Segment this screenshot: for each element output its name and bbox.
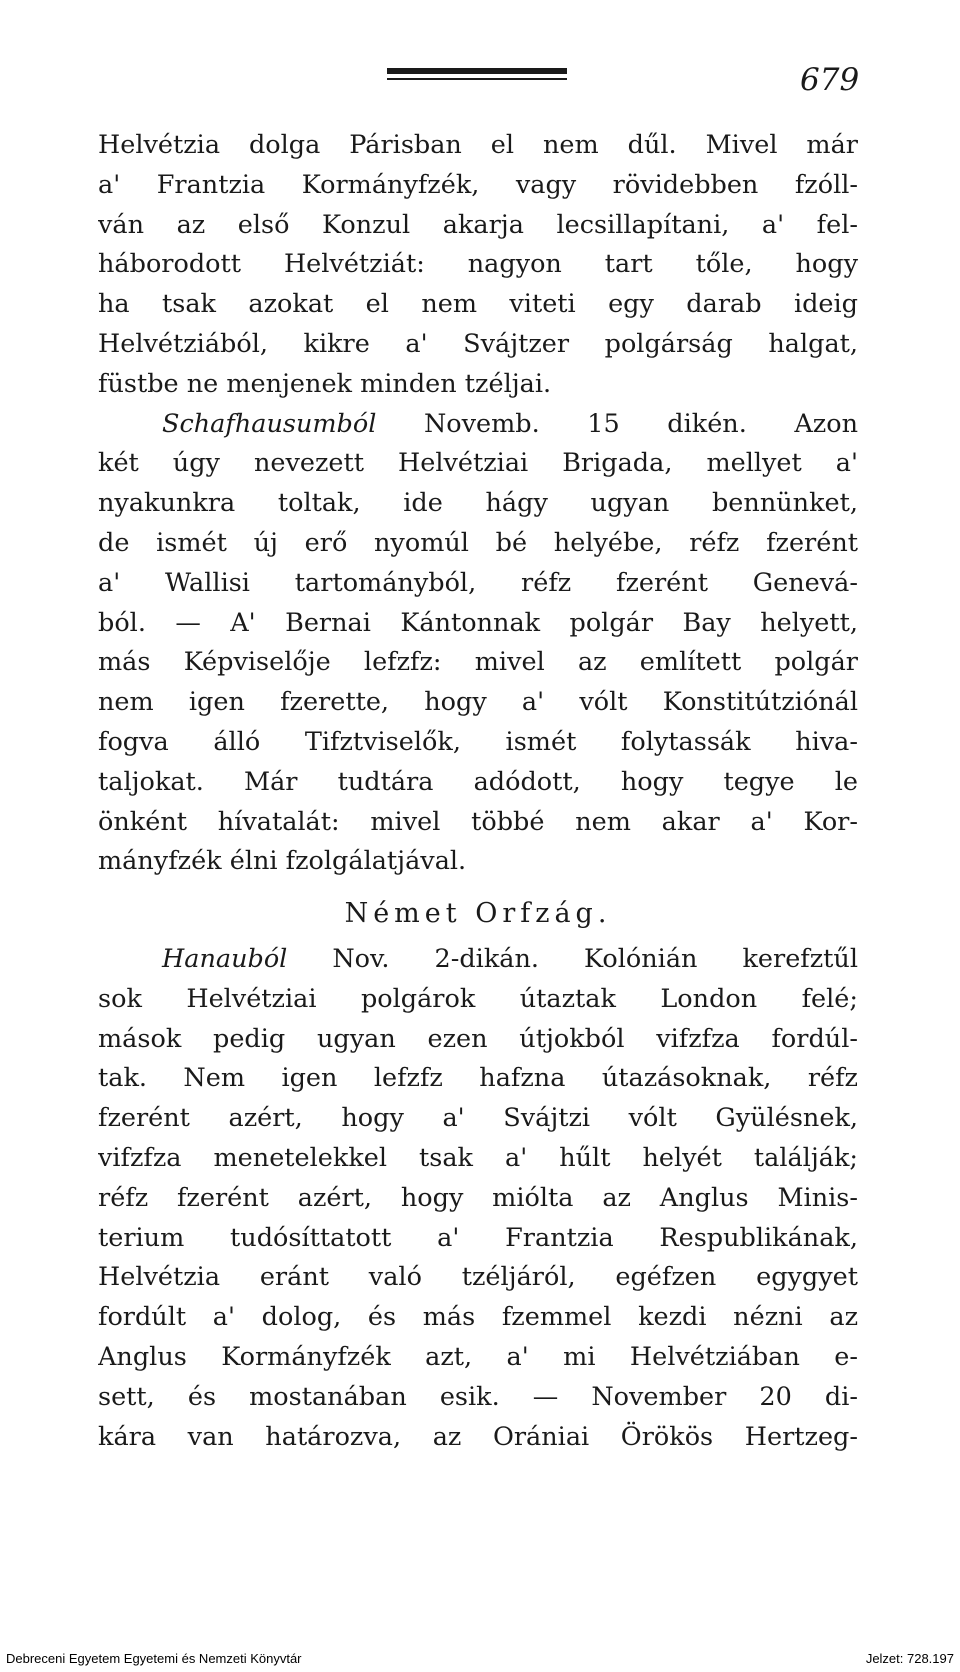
text-line: önként hívatalát: mivel többé nem akar a' Kor- [98,806,858,837]
text-line: taljokat. Már tudtára adódott, hogy tegye le [98,766,858,797]
text-line: fordúlt a' dolog, és más fzemmel kezdi nézni az [98,1302,858,1333]
text-line: fogva álló Tifztviselők, ismét folytassák hiva- [98,726,858,757]
text-line: sok Helvétziai polgárok útaztak London felé; [98,983,858,1014]
text-line: sett, és mostanában esik. — November 20 di- [98,1381,858,1412]
text-line: mányfzék élni fzolgálatjával. [98,846,467,877]
section-heading: Német Orfzág. [344,898,612,930]
text-line: ván az első Konzul akarja lecsillapítani, a' fel- [98,209,858,240]
text-line: a' Frantzia Kormányfzék, vagy rövidebben fzóll- [98,169,858,200]
header-rule [387,68,567,74]
text-line: füstbe ne menjenek minden tzéljai. [98,368,552,399]
text-line: terium tudósíttatott a' Frantzia Respublikának, [98,1222,858,1253]
shelfmark: Jelzet: 728.197 [865,1651,954,1666]
place-name: Schafhausumból [162,408,377,439]
text-line: de ismét új erő nyomúl bé helyébe, réfz fzerént [98,527,858,558]
text-line: nem igen fzerette, hogy a' vólt Konstitútziónál [98,687,858,718]
library-credit: Debreceni Egyetem Egyetemi és Nemzeti Könyvtár [6,1651,302,1666]
text-line: Anglus Kormányfzék azt, a' mi Helvétziában e- [98,1341,858,1372]
text-line: Helvétziából, kikre a' Svájtzer polgárság halgat, [98,328,858,359]
header-rule-thin [387,78,567,80]
text-line: mások pedig ugyan ezen útjokból vifzfza fordúl- [98,1023,858,1054]
dateline [98,940,858,980]
text-line: ha tsak azokat el nem viteti egy darab ideig [98,289,858,320]
dateline [98,405,858,445]
place-name: Hanauból [162,943,288,974]
body-text [98,126,858,1457]
page-number: 679 [800,62,860,98]
text-line: kára van határozva, az Orániai Örökös Hertzeg- [98,1421,858,1452]
date-text: Nov. 2-dikán. Kolónián kerefztűl [332,943,858,974]
text-line: a' Wallisi tartományból, réfz fzerént Genevá- [98,567,858,598]
text-line: Helvétzia eránt való tzéljáról, egéfzen egygyet [98,1262,858,1293]
text-line: ból. — A' Bernai Kántonnak polgár Bay helyett, [98,607,858,638]
text-line: fzerént azért, hogy a' Svájtzi vólt Gyülésnek, [98,1103,858,1134]
text-line: Helvétzia dolga Párisban el nem dűl. Mivel már [98,130,858,160]
text-line: tak. Nem igen lefzfz hafzna útazásoknak, réfz [98,1063,858,1094]
text-line: nyakunkra toltak, ide hágy ugyan bennünket, [98,488,858,519]
date-text: Novemb. 15 dikén. Azon [423,408,858,439]
text-line: réfz fzerént azért, hogy miólta az Anglus Minis- [98,1182,858,1213]
text-line: vifzfza menetelekkel tsak a' hűlt helyét találják; [98,1142,858,1173]
text-line: két úgy nevezett Helvétziai Brigada, mellyet a' [98,448,858,479]
text-line: más Képviselője lefzfz: mivel az említett polgár [98,647,858,678]
text-line: háborodott Helvétziát: nagyon tart tőle, hogy [98,249,858,280]
